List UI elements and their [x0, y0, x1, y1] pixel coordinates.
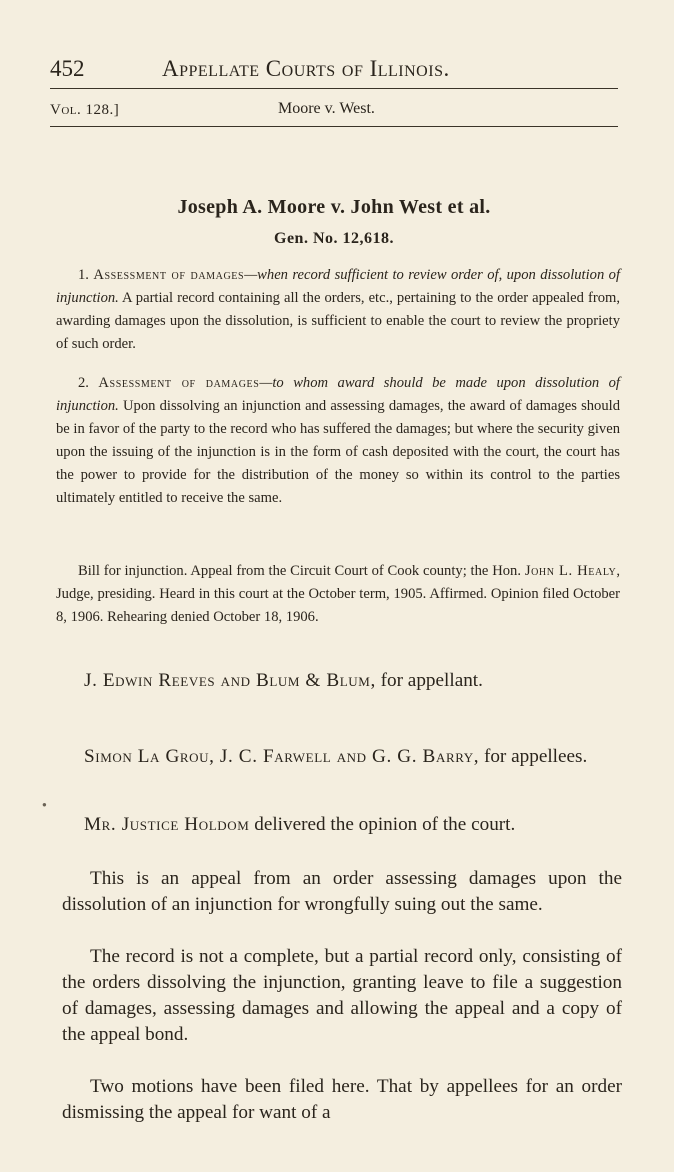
headnote-subtopic: —to whom award should be made upon dissolution of injunction. [56, 375, 620, 414]
running-title: Appellate Courts of Illinois. [162, 56, 450, 81]
opinion-attribution [62, 812, 622, 838]
appellant-counsel-names: J. Edwin Reeves and Blum & Blum, [84, 670, 376, 691]
header-rule-top [50, 88, 618, 89]
headnote-2 [56, 372, 620, 510]
ink-speck: ● [42, 800, 47, 809]
header-rule-bottom [50, 126, 618, 127]
statement-pre: Bill for injunction. Appeal from the Circuit Court of Cook county; the Hon. [78, 563, 525, 579]
headnote-number: 2. [78, 375, 89, 391]
appellees-role: for appellees. [479, 746, 588, 767]
headnote-body: Upon dissolving an injunction and assessing damages, the award of damages should be in favor of the party to the record who has suffered the damages; but where the security given upon the issuing of the injunction is in the form of cash deposited with the court, the court has the power to provide for the distribution of the money so within its control to the parties ultimately entitled to receive the same. [56, 398, 620, 506]
headnote-topic: Assessment of damages [93, 267, 245, 283]
headnote-1 [56, 264, 620, 356]
opinion-paragraph: Two motions have been filed here. That by appellees for an order dismissing the appeal for want of a [62, 1076, 622, 1123]
headnote-subtopic: —when record sufficient to review order of, upon dissolution of injunction. [56, 267, 620, 306]
appellant-role: for appellant. [375, 670, 483, 691]
appellees-counsel-names: Simon La Grou, J. C. Farwell and G. G. Barry, [84, 746, 480, 767]
headnote-number: 1. [78, 267, 89, 283]
case-short-title: Moore v. West. [278, 100, 375, 117]
opinion-paragraph: This is an appeal from an order assessing damages upon the dissolution of an injunction for wrongfully suing out the same. [62, 868, 622, 915]
volume-label: Vol. 128.] [50, 102, 120, 118]
opinion-paragraph: The record is not a complete, but a partial record only, consisting of the orders dissolving the injunction, granting leave to file a suggestion of damages, assessing damages and allowing the appeal and a copy of the appeal bond. [62, 946, 622, 1045]
statement-of-case [56, 560, 620, 629]
statement-post: , Judge, presiding. Heard in this court at the October term, 1905. Affirmed. Opinion filed October 8, 1906. Rehearing denied October 18, 1906. [56, 563, 621, 625]
counsel-appellees [62, 744, 622, 770]
counsel-appellant [62, 668, 622, 694]
headnote-body: A partial record containing all the orders, etc., pertaining to the order appealed from, awarding damages upon the dissolution, is sufficient to enable the court to review the propriety of such order. [56, 290, 620, 352]
opinion-intro: delivered the opinion of the court. [249, 814, 516, 835]
case-caption: Joseph A. Moore v. John West et al. [177, 196, 491, 218]
headnote-topic: Assessment of damages [98, 375, 260, 391]
docket-number: Gen. No. 12,618. [274, 230, 394, 247]
trial-judge: John L. Healy [524, 563, 617, 579]
justice-name: Mr. Justice Holdom [84, 814, 250, 835]
subheader [50, 100, 620, 124]
running-header [50, 54, 620, 88]
page-number: 452 [50, 56, 85, 81]
